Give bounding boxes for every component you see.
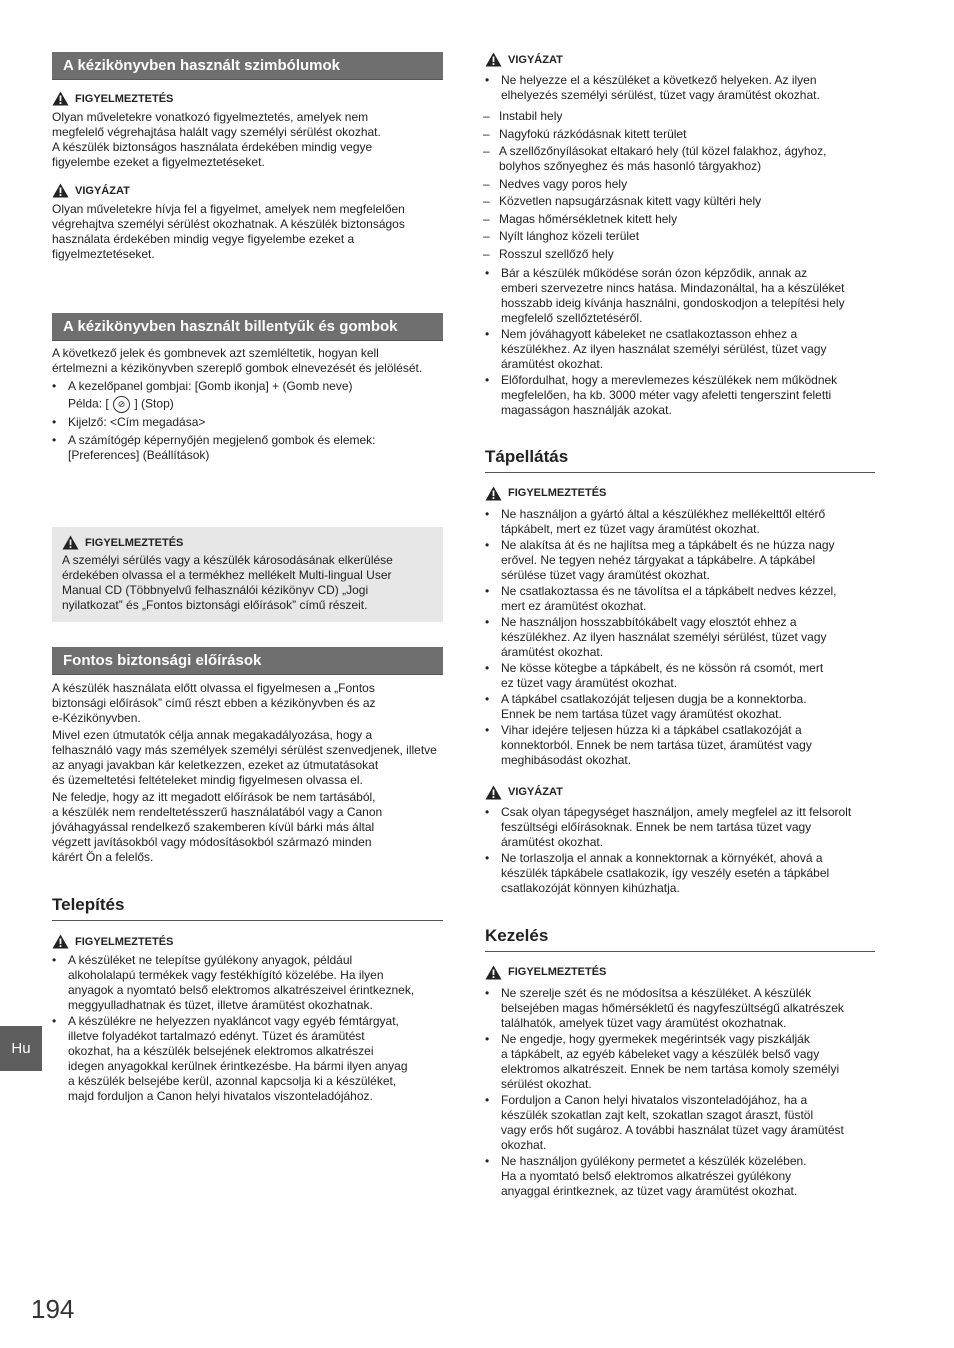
text-line: okozhat, ha a készülék belsejének elektromos alkatrészei [68, 1044, 374, 1058]
text-line: • Vihar idejére teljesen húzza ki a tápkábel csatlakozóját a [501, 722, 802, 737]
list-item [52, 415, 443, 430]
safety-paragraph [52, 790, 443, 865]
text-line: ez tüzet vagy áramütést okozhat. [501, 675, 678, 690]
text-line: biztonsági előírások” című részt ebben a kézikönyvben és az [52, 696, 376, 710]
list-item [52, 433, 443, 448]
text-line: végzett javításokból vagy módosításokból származó minden [52, 835, 372, 849]
text-line: használata érdekében mindig vegye figyelembe ezeket a [52, 232, 355, 246]
warning-label: FIGYELMEZTETÉS [85, 536, 184, 549]
text-line: • Ne használjon gyúlékony permetet a készülék közelében. [501, 1153, 807, 1168]
list-item [485, 661, 875, 691]
text-line: • Bár a készülék működése során ózon képződik, annak az [501, 265, 808, 280]
text-line: • Ne helyezze el a készüléket a következő helyeken. Az ilyen [501, 73, 817, 87]
warning-heading [485, 965, 875, 980]
text-line: felhasználó vagy más személyek személyi sérülést szenvedjenek, illetve [52, 743, 437, 757]
stop-icon: ⊘ [113, 396, 130, 413]
handling-list [485, 986, 875, 1199]
left-column [52, 52, 443, 1104]
text-line: Ne feledje, hogy az itt megadott előírások be nem tartásából, [52, 790, 376, 804]
text-line: jóváhagyással rendelkező szakemberen kívül bárki más által [52, 820, 375, 834]
section-title-symbols: A kézikönyvben használt szimbólumok [52, 52, 443, 80]
text-line: erővel. Ne tegyen nehéz tárgyakat a tápkábelre. A tápkábel [501, 552, 816, 567]
section-title-power: Tápellátás [485, 447, 875, 473]
section-title-safety: Fontos biztonsági előírások [52, 647, 443, 675]
warning-heading [62, 535, 433, 550]
text-line: • Nem jóváhagyott kábeleket ne csatlakoztasson ehhez a [501, 326, 798, 341]
text-line: nyilatkozat” és „Fontos biztonsági előírások” című részeit. [62, 598, 368, 612]
text-line: az anyagi javakban kár keletkezzen, ezeket az útmutatásokat [52, 758, 379, 772]
sublist-item [469, 109, 875, 124]
sublist-item [469, 144, 875, 174]
text-line: Olyan műveletekre vonatkozó figyelmeztetés, amelyek nem [52, 110, 369, 124]
text-line: áramütést okozhat. [501, 356, 604, 371]
warning-triangle-icon [62, 535, 79, 550]
text-line: csatlakozóját könnyen kihúzhatja. [501, 880, 680, 895]
text-line: – Instabil hely [499, 109, 563, 123]
text-line: készülékhez. Az ilyen használat személyi sérülést, tüzet vagy [501, 629, 827, 644]
list-item [485, 73, 875, 103]
example-prefix: Példa: [ [68, 396, 109, 411]
language-tab: Hu [0, 1026, 42, 1071]
keys-intro [52, 346, 443, 376]
safety-paragraph [52, 728, 443, 788]
warning-label: FIGYELMEZTETÉS [508, 966, 607, 978]
caution-label: VIGYÁZAT [508, 53, 563, 66]
warning-label: FIGYELMEZTETÉS [75, 935, 174, 948]
text-line: áramütést okozhat. [501, 644, 604, 659]
text-line: Mivel ezen útmutatók célja annak megakadályozása, hogy a [52, 728, 373, 742]
text-line: • Ne engedje, hogy gyermekek megérintsék vagy piszkálják [501, 1031, 810, 1046]
text-line: Ha a nyomtató belső elektromos alkatrészei gyúlékony [501, 1168, 792, 1183]
caution-label: VIGYÁZAT [75, 184, 130, 197]
caution-heading [52, 183, 443, 198]
caution-list [485, 266, 875, 418]
text-line: illetve folyadékot tartalmazó edényt. Tüzet és áramütést [68, 1029, 365, 1043]
sublist-item [469, 212, 875, 227]
text-line: okozhat. [501, 1137, 547, 1152]
sublist-item [469, 247, 875, 262]
text-line: megfelelően, ha kb. 3000 méter vagy afeletti tengerszint feletti [501, 387, 832, 402]
text-line: készülék tápkábele csatlakozik, így veszély esetén a tápkábel [501, 865, 830, 880]
installation-list [52, 953, 443, 1104]
sublist-item [469, 194, 875, 209]
text-line: Ennek be nem tartása tüzet vagy áramütést okozhat. [501, 706, 782, 721]
text-line: sérülést okozhat. [501, 1076, 592, 1091]
text-line: • Ne kösse kötegbe a tápkábelt, és ne kössön rá csomót, mert [501, 660, 824, 675]
list-item [52, 953, 443, 1013]
section-title-installation: Telepítés [52, 895, 443, 921]
text-line: Manual CD (Többnyelvű felhasználói kézikönyv CD) „Jogi [62, 583, 369, 597]
text-line: alkoholalapú termékek vagy festékhígító közelébe. Ha ilyen [68, 968, 384, 982]
text-line: figyelmeztetéseket. [52, 247, 155, 261]
list-item [485, 723, 875, 768]
text-line: tápkábelt, mert ez tüzet vagy áramütést okozhat. [501, 521, 760, 536]
text-line: meggyulladhatnak és tüzet, illetve áramütést okozhatnak. [68, 998, 373, 1012]
keys-list [52, 379, 443, 448]
text-line: anyagok a nyomtató belső elektromos alkatrészeivel érintkeznek, [68, 983, 415, 997]
text-line: • Előfordulhat, hogy a merevlemezes készülékek nem működnek [501, 372, 838, 387]
text-line: megfelelő szellőztetéséről. [501, 310, 643, 325]
text-line: A készülék biztonságos használata érdekében mindig vegye [52, 140, 373, 154]
example-suffix: ] (Stop) [134, 396, 174, 411]
list-item [485, 373, 875, 418]
warning-triangle-icon [485, 486, 502, 501]
right-column [485, 52, 875, 1199]
text-line: majd forduljon a Canon helyi hivatalos viszonteladójához. [68, 1089, 373, 1103]
text-line: • Ne használjon hosszabbítókábelt vagy elosztót ehhez a [501, 614, 797, 629]
warning-triangle-icon [52, 934, 69, 949]
text-line: – Magas hőmérsékletnek kitett hely [499, 211, 678, 226]
text-line: mert ez áramütést okozhat. [501, 598, 647, 613]
text-line: megfelelő végrehajtása halált vagy személyi sérülést okozhat. [52, 125, 381, 139]
text-line: A személyi sérülés vagy a készülék károsodásának elkerülése [62, 553, 393, 567]
text-line: – Nedves vagy poros hely [499, 176, 628, 191]
text-line: vagy erős hőt sugároz. A további használat tüzet vagy áramütést [501, 1122, 844, 1137]
text-line: • Ne torlaszolja el annak a konnektornak a környékét, ahová a [501, 850, 823, 865]
text-line: anyaggal érintkeznek, az tüzet vagy áramütést okozhat. [501, 1183, 798, 1198]
text-line: – Nyílt lánghoz közeli terület [499, 229, 640, 243]
text-line: készülékhez. Az ilyen használat személyi sérülést, tüzet vagy [501, 341, 827, 356]
text-line: belsejében magas hőmérsékletű és nagyfeszültségű alkatrészek [501, 1000, 844, 1015]
safety-paragraph [52, 681, 443, 726]
caution-text [52, 202, 443, 262]
power-warning-list [485, 507, 875, 768]
text-line: Olyan műveletekre hívja fel a figyelmet, amelyek nem megfelelően [52, 202, 405, 216]
sublist-item [469, 177, 875, 192]
text-line: figyelembe ezeket a figyelmeztetéseket. [52, 155, 265, 169]
text-line: [Preferences] (Beállítások) [68, 448, 210, 462]
text-line: a tápkábelt, az egyéb kábeleket vagy a készülék belső vagy [501, 1046, 820, 1061]
warning-triangle-icon [485, 52, 502, 67]
warning-triangle-icon [52, 183, 69, 198]
list-item-text: A kezelőpanel gombjai: [Gomb ikonja] + (Gomb neve) [68, 379, 353, 393]
list-item [485, 538, 875, 583]
text-line: • A tápkábel csatlakozóját teljesen dugja be a konnektorba. [501, 691, 807, 706]
caution-heading [485, 52, 875, 67]
text-line: meghibásodást okozhat. [501, 752, 632, 767]
placement-list [485, 73, 875, 103]
power-caution-list [485, 805, 875, 896]
text-line: magasságon használják azokat. [501, 402, 672, 417]
text-line: készülék szokatlan zajt kelt, szokatlan szagot áraszt, füstöl [501, 1107, 814, 1122]
text-line: emberi szervezetre nincs hatása. Mindazonáltal, ha a készüléket [501, 280, 845, 295]
list-item [485, 507, 875, 537]
warning-triangle-icon [485, 965, 502, 980]
list-item-text: Kijelző: <Cím megadása> [68, 415, 206, 429]
text-line: • Ne alakítsa át és ne hajlítsa meg a tápkábelt és ne húzza nagy [501, 537, 835, 552]
text-line: feszültségi előírásoknak. Ennek be nem tartása tüzet vagy [501, 819, 812, 834]
list-item [485, 692, 875, 722]
text-line: – Közvetlen napsugárzásnak kitett vagy kültéri hely [499, 194, 762, 208]
text-line: konnektorból. Ennek be nem tartása tüzet, áramütést vagy [501, 737, 812, 752]
list-item [485, 615, 875, 660]
text-line: A készülék használata előtt olvassa el figyelmesen a „Fontos [52, 681, 375, 695]
box-text [62, 553, 433, 613]
text-line: A következő jelek és gombnevek azt szemléltetik, hogyan kell [52, 346, 379, 360]
list-item [485, 851, 875, 896]
sublist-item [469, 229, 875, 244]
text-line: e-Kézikönyvben. [52, 711, 141, 725]
section-title-keys-buttons: A kézikönyvben használt billentyűk és gombok [52, 313, 443, 341]
caution-label: VIGYÁZAT [508, 786, 563, 798]
list-item [485, 584, 875, 614]
caution-heading [485, 785, 875, 800]
text-line: • Ne használjon a gyártó által a készülékhez mellékelttől eltérő [501, 506, 826, 521]
list-item [485, 1093, 875, 1153]
example-line [68, 396, 174, 413]
page-number: 194 [31, 1294, 75, 1324]
text-line: áramütést okozhat. [501, 834, 604, 849]
warning-text [52, 110, 443, 170]
text-line: találhatók, amelyek tüzet vagy áramütést okozhatnak. [501, 1015, 787, 1030]
section-title-handling: Kezelés [485, 926, 875, 952]
text-line: és üzemeltetési feltételeket mindig figyelmesen olvassa el. [52, 773, 363, 787]
location-sublist [469, 109, 875, 262]
text-line: végrehajtva személyi sérülést okozhatnak. A készülék biztonságos [52, 217, 405, 231]
text-line: • Ne csatlakoztassa és ne távolítsa el a tápkábelt nedves kézzel, [501, 583, 837, 598]
sublist-item [469, 127, 875, 142]
list-item [485, 327, 875, 372]
warning-triangle-icon [485, 785, 502, 800]
warning-label: FIGYELMEZTETÉS [75, 92, 174, 105]
list-item [485, 1032, 875, 1092]
text-line: – Rosszul szellőző hely [499, 246, 614, 261]
text-line: • Csak olyan tápegységet használjon, amely megfelel az itt felsorolt [501, 804, 852, 819]
text-line: a készülék nem rendeltetésszerű használatából vagy a Canon [52, 805, 383, 819]
text-line: – Nagyfokú rázkódásnak kitett terület [499, 126, 687, 141]
text-line: értelmezni a kézikönyvben szereplő gombok elnevezését és jelölését. [52, 361, 423, 375]
text-line: • Ne szerelje szét és ne módosítsa a készüléket. A készülék [501, 985, 812, 1000]
text-line: kárért Ön a felelős. [52, 850, 154, 864]
warning-triangle-icon [52, 91, 69, 106]
text-line: – A szellőzőnyílásokat eltakaró hely (túl közel falakhoz, ágyhoz, [499, 144, 827, 158]
text-line: • A készüléket ne telepítse gyúlékony anyagok, például [68, 953, 353, 967]
list-item [485, 266, 875, 326]
text-line: • Forduljon a Canon helyi hivatalos viszonteladójához, ha a [501, 1092, 808, 1107]
warning-heading [485, 486, 875, 501]
text-line: elhelyezés személyi sérülést, tüzet vagy áramütést okozhat. [501, 88, 820, 102]
text-line: elektromos alkatrészeit. Ennek be nem tartása komoly személyi [501, 1061, 840, 1076]
text-line: • A készülékre ne helyezzen nyakláncot vagy egyéb fémtárgyat, [68, 1014, 399, 1028]
text-line: érdekében olvassa el a termékhez mellékelt Multi-lingual User [62, 568, 392, 582]
list-item [485, 986, 875, 1031]
list-item [52, 379, 443, 413]
text-line: sérülése tüzet vagy áramütést okozhat. [501, 567, 710, 582]
text-line: bolyhos szőnyeghez és más hasonló tárgyakhoz) [499, 159, 762, 173]
text-line: idegen anyagokkal kerülnek érintkezésbe. Ha bármi ilyen anyag [68, 1059, 408, 1073]
warning-label: FIGYELMEZTETÉS [508, 487, 607, 499]
warning-heading [52, 934, 443, 949]
list-item [485, 1154, 875, 1199]
list-item [485, 805, 875, 850]
list-item [52, 1014, 443, 1104]
list-item-text: A számítógép képernyőjén megjelenő gombok és elemek: [68, 433, 376, 447]
warning-heading [52, 91, 443, 106]
text-line: hosszabb ideig kívánja használni, gondoskodjon a telepítési hely [501, 295, 845, 310]
text-line: a készülék belsejébe kerül, azonnal kapcsolja ki a készüléket, [68, 1074, 397, 1088]
legal-warning-box [52, 527, 443, 622]
